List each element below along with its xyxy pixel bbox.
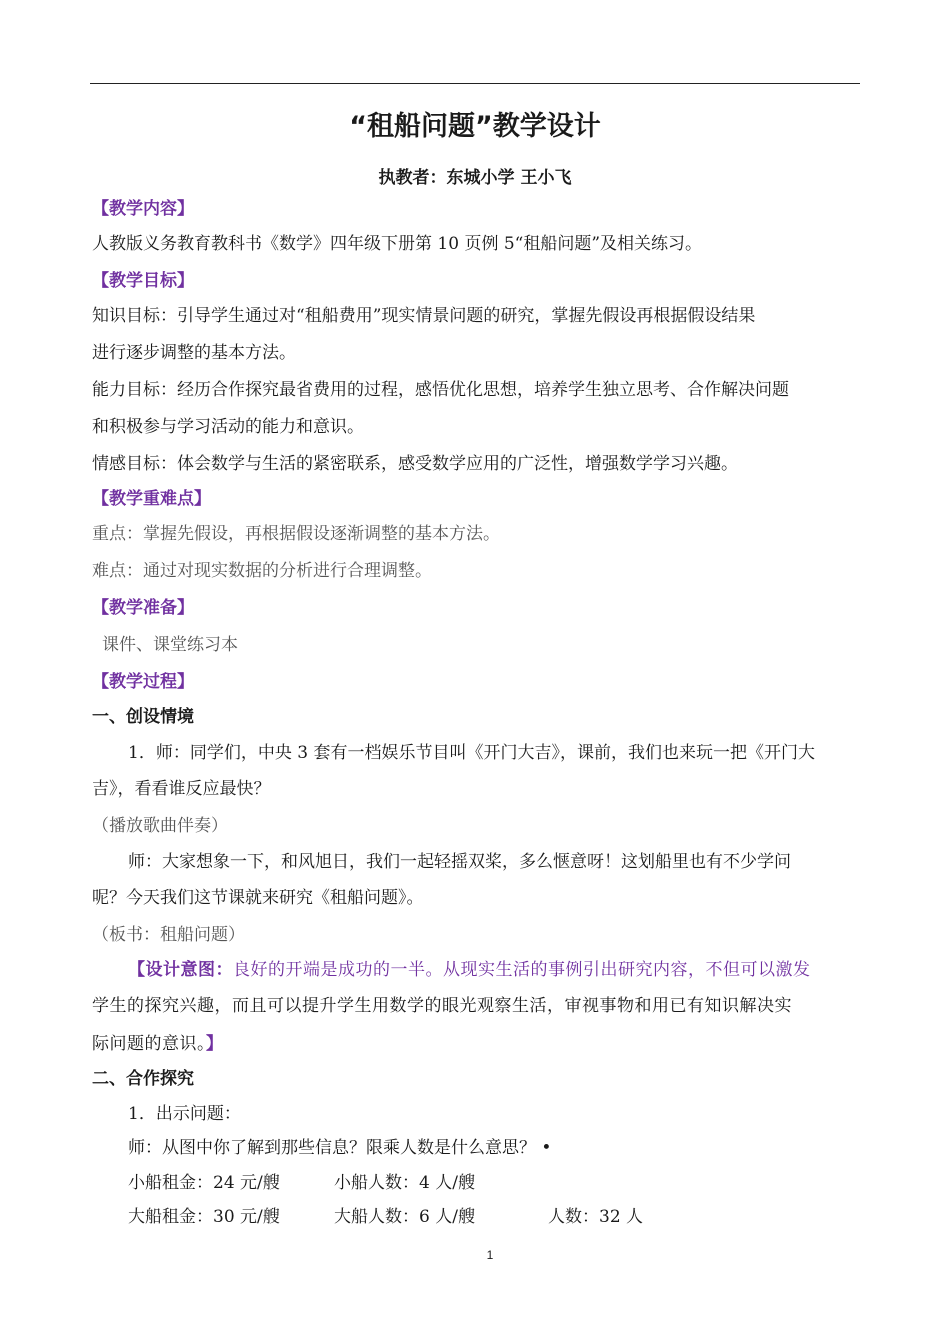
heading-content: 【教学内容】 (92, 199, 194, 219)
small-boat-rent: 小船租金：24 元/艘 (128, 1173, 280, 1193)
part1-note-music: （播放歌曲伴奏） (92, 816, 228, 836)
preparation-text: 课件、课堂练习本 (102, 635, 238, 655)
header-rule (90, 83, 860, 84)
goal-ability-line-1: 能力目标：经历合作探究最省费用的过程，感悟优化思想，培养学生独立思考、合作解决问题 (92, 380, 789, 400)
design-intent-text-1: 良好的开端是成功的一半。从现实生活的事例引出研究内容，不但可以激发 (233, 960, 811, 980)
part1-line-3: 师：大家想象一下，和风旭日，我们一起轻摇双桨，多么惬意呀！这划船里也有不少学问 (128, 852, 791, 872)
heading-process: 【教学过程】 (92, 672, 194, 692)
part1-line-1: 1．师：同学们，中央 3 套有一档娱乐节目叫《开门大吉》，课前，我们也来玩一把《开门大 (128, 743, 815, 763)
heading-key-points: 【教学重难点】 (92, 489, 211, 509)
goal-emotion: 情感目标：体会数学与生活的紧密联系，感受数学应用的广泛性，增强数学学习兴趣。 (92, 454, 738, 474)
key-point: 重点：掌握先假设，再根据假设逐渐调整的基本方法。 (92, 524, 500, 544)
page-number: 1 (486, 1248, 494, 1262)
part1-title: 一、创设情境 (92, 707, 194, 727)
part2-title: 二、合作探究 (92, 1069, 194, 1089)
heading-preparation: 【教学准备】 (92, 598, 194, 618)
design-intent-label: 【设计意图： (128, 960, 233, 980)
part1-note-board: （板书：租船问题） (92, 925, 245, 945)
part2-line-1: 1．出示问题： (128, 1104, 241, 1124)
total-people: 人数：32 人 (548, 1207, 644, 1227)
design-intent-text-3: 际问题的意识。 (92, 1034, 206, 1054)
part1-line-2: 吉》，看看谁反应最快？ (92, 779, 271, 799)
design-intent-line-1 (128, 959, 898, 981)
page-title: “租船问题”教学设计 (349, 111, 601, 142)
goal-ability-line-2: 和积极参与学习活动的能力和意识。 (92, 417, 364, 437)
part2-line-2: 师：从图中你了解到那些信息？限乘人数是什么意思？ • (128, 1138, 552, 1158)
goal-knowledge-line-1: 知识目标：引导学生通过对“租船费用”现实情景问题的研究，掌握先假设再根据假设结果 (92, 306, 756, 326)
small-boat-capacity: 小船人数：4 人/艘 (334, 1173, 475, 1193)
goal-knowledge-line-2: 进行逐步调整的基本方法。 (92, 343, 296, 363)
heading-goals: 【教学目标】 (92, 271, 194, 291)
design-intent-line-2: 学生的探究兴趣，而且可以提升学生用数学的眼光观察生活，审视事物和用已有知识解决实 (92, 996, 792, 1016)
difficult-point: 难点：通过对现实数据的分析进行合理调整。 (92, 561, 432, 581)
author-line: 执教者：东城小学 王小飞 (378, 168, 572, 188)
content-text: 人教版义务教育教科书《数学》四年级下册第 10 页例 5“租船问题”及相关练习。 (92, 234, 703, 254)
design-intent-close: 】 (206, 1034, 224, 1054)
part1-line-4: 呢？今天我们这节课就来研究《租船问题》。 (92, 888, 424, 908)
design-intent-line-3 (92, 1033, 862, 1055)
big-boat-rent: 大船租金：30 元/艘 (128, 1207, 280, 1227)
big-boat-capacity: 大船人数：6 人/艘 (334, 1207, 475, 1227)
